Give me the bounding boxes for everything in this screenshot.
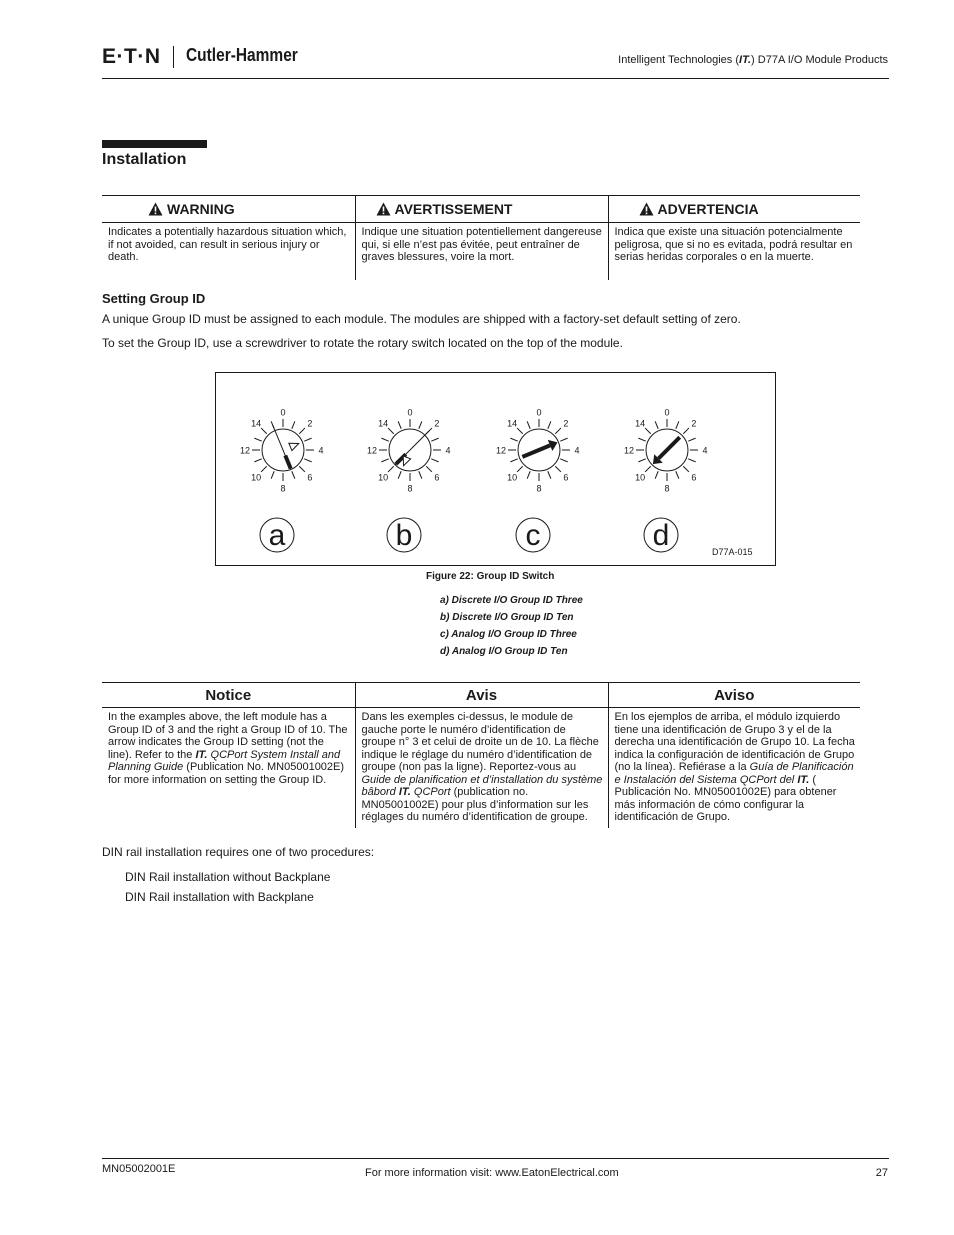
din-rail-procedure: DIN Rail installation with Backplane xyxy=(125,890,314,904)
paragraph-group-id-instructions: To set the Group ID, use a screwdriver to rotate the rotary switch located on the top of the module. xyxy=(102,336,623,350)
notice-heading: Aviso xyxy=(608,683,860,708)
dial-label: 2 xyxy=(307,418,313,429)
warning-triangle-icon xyxy=(148,202,163,216)
section-bar xyxy=(102,140,207,148)
notice-text-it: IT. xyxy=(398,786,411,798)
dial-tick xyxy=(388,428,394,434)
header-rule xyxy=(102,78,889,79)
dial-tick xyxy=(548,471,551,478)
dial-label: 6 xyxy=(563,472,569,483)
dial-label: 12 xyxy=(623,445,635,456)
dial-label: 12 xyxy=(239,445,251,456)
dial-tick xyxy=(676,421,679,428)
dial-tick xyxy=(292,421,295,428)
notice-text-run: (Publication No. MN05001002E) for more information on setting the Group ID. xyxy=(108,761,345,786)
dial-label: 12 xyxy=(366,445,378,456)
figure-legend-item: c) Analog I/O Group ID Three xyxy=(440,629,577,640)
dial-tick xyxy=(381,459,388,462)
dial-tick xyxy=(510,438,517,441)
dial-label: 2 xyxy=(563,418,569,429)
subheading-setting-group-id: Setting Group ID xyxy=(102,291,206,306)
figure-legend xyxy=(440,592,583,660)
din-rail-procedure: DIN Rail installation without Backplane xyxy=(125,870,331,884)
warning-text-es: Indica que existe una situación potencialmente peligrosa, que si no es evitada, podrá resultar en serias heridas corporales o en la muerte. xyxy=(608,223,860,281)
dial-tick xyxy=(261,466,267,472)
dial-tick xyxy=(292,471,295,478)
notice-heading: Avis xyxy=(355,683,608,708)
warning-text-fr: Indique une situation potentiellement dangereuse qui, si elle n’est pas évitée, peut entraîner de graves blessures, voire la mort. xyxy=(355,223,608,281)
notice-text-fr xyxy=(355,708,608,828)
dial-label: 2 xyxy=(691,418,697,429)
warning-heading: ADVERTENCIA xyxy=(657,201,759,217)
warning-heading: WARNING xyxy=(167,201,235,217)
dial-tick xyxy=(527,471,530,478)
header-title-part: ) D77A I/O Module Products xyxy=(751,54,888,66)
dial-tick xyxy=(683,428,689,434)
dial-label: 14 xyxy=(635,418,646,429)
figure-code: D77A-015 xyxy=(712,547,753,557)
page-number: 27 xyxy=(875,1167,888,1179)
document-number: MN05002001E xyxy=(102,1163,176,1175)
dial-tick xyxy=(419,471,422,478)
figure-caption: Figure 22: Group ID Switch xyxy=(426,571,555,582)
dial-label: 6 xyxy=(307,472,313,483)
footer-rule xyxy=(102,1158,889,1159)
dial-label: 8 xyxy=(536,483,542,494)
dial-label: 4 xyxy=(574,445,580,456)
dial-tick xyxy=(261,428,267,434)
notice-text-it: IT. xyxy=(797,773,810,786)
dial-label: 10 xyxy=(378,472,389,483)
dial-tick xyxy=(381,438,388,441)
dial-tick xyxy=(638,459,645,462)
footer-website-note: For more information visit: www.EatonElectrical.com xyxy=(365,1167,619,1179)
notice-text-doc: QCPort xyxy=(410,786,451,798)
din-rail-intro: DIN rail installation requires one of two procedures: xyxy=(102,845,375,859)
panel-letter: b xyxy=(395,519,413,552)
figure-legend-item: d) Analog I/O Group ID Ten xyxy=(440,646,568,657)
dial-label: 4 xyxy=(702,445,708,456)
header-title xyxy=(618,54,888,66)
din-rail-procedure-list xyxy=(125,867,330,907)
dial-label: 0 xyxy=(280,407,286,418)
paragraph-group-id-intro: A unique Group ID must be assigned to each module. The modules are shipped with a factory-set default setting of zero. xyxy=(102,312,741,326)
dial-label: 10 xyxy=(507,472,518,483)
dial-label: 14 xyxy=(378,418,389,429)
warning-triangle-icon xyxy=(376,202,391,216)
figure-drawing xyxy=(216,373,777,567)
dial-tick xyxy=(517,466,523,472)
notice-text-run: (publication no. MN05001002E) pour plus d’information sur les réglages du numéro d’identification de groupe. xyxy=(361,786,589,823)
dial-label: 8 xyxy=(280,483,286,494)
dial-tick xyxy=(683,466,689,472)
dial-label: 0 xyxy=(407,407,413,418)
dial-tick xyxy=(676,471,679,478)
eaton-logo: E·T·N xyxy=(102,45,161,68)
panel-letter: a xyxy=(268,519,286,552)
warning-triangle-icon xyxy=(639,202,654,216)
dial-tick xyxy=(688,438,695,441)
dial-tick xyxy=(304,459,311,462)
dial-tick xyxy=(299,428,305,434)
dial-label: 12 xyxy=(495,445,507,456)
panel-letter: c xyxy=(525,519,541,552)
header-title-it: IT. xyxy=(739,54,752,66)
dial-tick xyxy=(271,471,274,478)
notice-text-run: ( Publicación No. MN05001002E) para obtener más información de cómo configurar la identificación de Grupo. xyxy=(614,773,837,823)
dial-tick xyxy=(645,466,651,472)
brand-separator xyxy=(173,46,174,68)
dial-tick xyxy=(299,466,305,472)
dial-label: 10 xyxy=(251,472,262,483)
dial-tick xyxy=(527,421,530,428)
dial-tick xyxy=(645,428,651,434)
dial-label: 0 xyxy=(536,407,542,418)
dial-tick xyxy=(655,471,658,478)
notice-text-doc: Guide de planification et d’installation du système bâbord xyxy=(361,773,603,798)
dial-label: 10 xyxy=(635,472,646,483)
figure-legend-item: a) Discrete I/O Group ID Three xyxy=(440,595,583,606)
dial-tick xyxy=(517,428,523,434)
dial-tick xyxy=(555,428,561,434)
notice-text-doc: Guía de Planificación e Instalación del Sistema QCPort del xyxy=(614,761,854,786)
warning-heading-cell xyxy=(608,196,860,223)
dial-tick xyxy=(388,466,394,472)
dial-label: 0 xyxy=(664,407,670,418)
dial-tick xyxy=(398,471,401,478)
dial-label: 8 xyxy=(407,483,413,494)
header-title-part: Intelligent Technologies ( xyxy=(618,54,740,66)
notice-text-run: In the examples above, the left module has a Group ID of 3 and the right a Group ID of 10. The arrow indicates the Group ID setting (not the line). Refer to the xyxy=(108,711,348,761)
dial-tick xyxy=(431,459,438,462)
dial-label: 6 xyxy=(691,472,697,483)
dial-tick xyxy=(560,459,567,462)
notice-text-en xyxy=(102,708,355,828)
dial-tick xyxy=(426,466,432,472)
warning-heading: AVERTISSEMENT xyxy=(394,201,513,217)
notice-text-it: IT. xyxy=(195,748,208,761)
dial-label: 2 xyxy=(434,418,440,429)
panel-letter: d xyxy=(652,519,670,552)
notice-text-run: En los ejemplos de arriba, el módulo izquierdo tiene una identificación de Grupo 3 y el de la derecha una identificación de Grupo 10. La fecha indica la configuración de identificación de Grupo (no la línea). Refiérase a la xyxy=(614,711,855,773)
dial-label: 8 xyxy=(664,483,670,494)
dial-tick xyxy=(304,438,311,441)
dial-tick xyxy=(398,421,401,428)
section-title: Installation xyxy=(102,151,187,168)
dial-tick xyxy=(254,459,261,462)
dial-tick xyxy=(510,459,517,462)
notice-table xyxy=(102,682,860,828)
dial-label: 4 xyxy=(318,445,324,456)
dial-label: 4 xyxy=(445,445,451,456)
dial-tick xyxy=(560,438,567,441)
notice-text-run: Dans les exemples ci-dessus, le module de gauche porte le numéro d’identification de groupe n° 3 et celui de droite un de 10. La flèche indique le réglage du numéro d’identification de groupe (non pas la ligne). Reportez-vous au xyxy=(361,711,599,773)
notice-text-doc: QCPort System Install and Planning Guide xyxy=(108,748,341,773)
brand-name: Cutler-Hammer xyxy=(186,45,298,65)
dial-tick xyxy=(688,459,695,462)
dial-tick xyxy=(555,466,561,472)
dial-label: 14 xyxy=(251,418,262,429)
warning-heading-cell xyxy=(102,196,355,223)
dial-tick xyxy=(254,438,261,441)
warning-text-en: Indicates a potentially hazardous situation which, if not avoided, can result in serious injury or death. xyxy=(108,226,347,263)
dial-tick xyxy=(638,438,645,441)
warning-table xyxy=(102,195,860,280)
group-id-switch-figure xyxy=(215,372,776,566)
notice-heading: Notice xyxy=(102,683,355,708)
dial-tick xyxy=(431,438,438,441)
dial-tick xyxy=(548,421,551,428)
notice-text-es xyxy=(608,708,860,828)
dial-label: 14 xyxy=(507,418,518,429)
warning-heading-cell xyxy=(355,196,608,223)
dial-label: 6 xyxy=(434,472,440,483)
dial-tick xyxy=(419,421,422,428)
figure-legend-item: b) Discrete I/O Group ID Ten xyxy=(440,612,574,623)
dial-tick xyxy=(655,421,658,428)
